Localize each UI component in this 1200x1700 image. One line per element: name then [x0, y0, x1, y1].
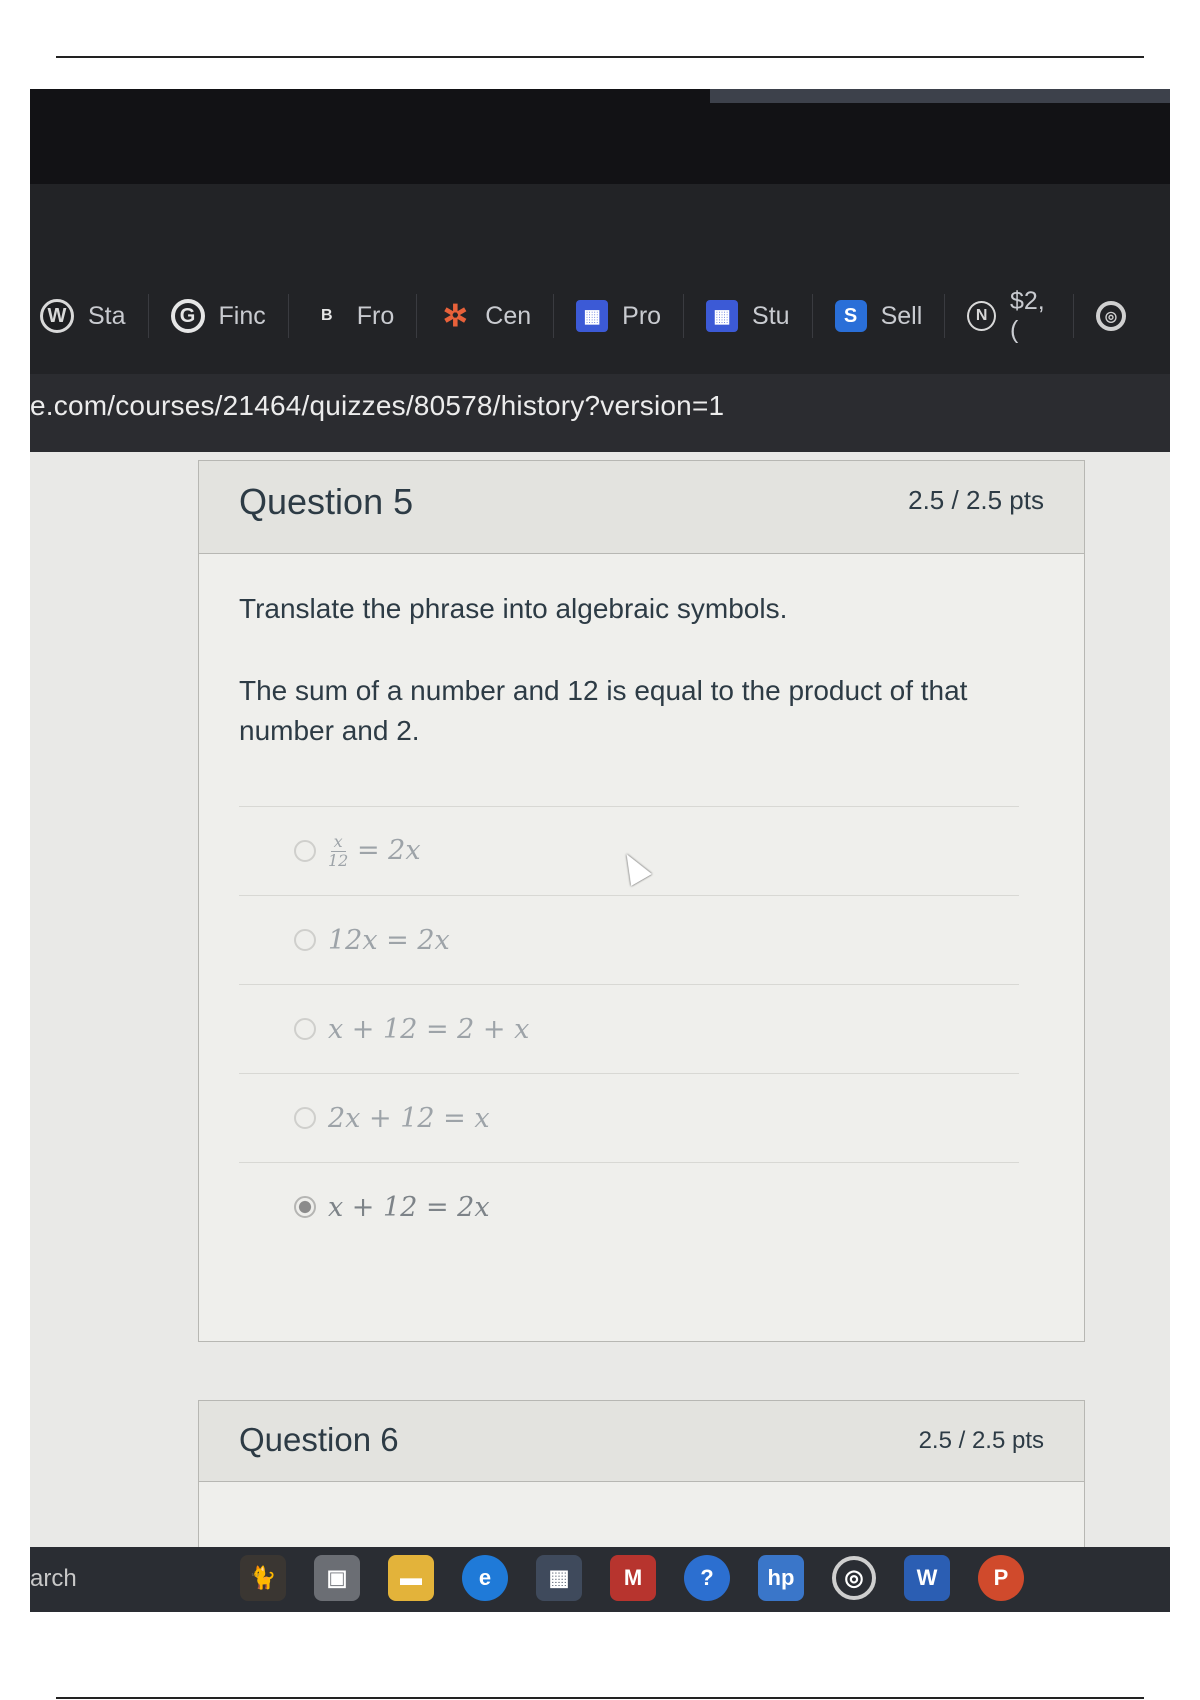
chrome-icon[interactable]: ◎ — [832, 1556, 876, 1600]
mcafee-icon[interactable]: M — [610, 1555, 656, 1601]
answer-option[interactable]: 12x = 2x — [239, 895, 1019, 984]
answer-option-selected[interactable]: x + 12 = 2x — [239, 1162, 1019, 1251]
task-view-icon[interactable]: ▣ — [314, 1555, 360, 1601]
b-icon: B — [320, 307, 333, 324]
question-header — [199, 461, 1084, 554]
cat-icon[interactable]: 🐈 — [240, 1555, 286, 1601]
question-points: 2.5 / 2.5 pts — [918, 1427, 1044, 1454]
screen-photo — [30, 89, 1170, 1612]
url-text: e.com/courses/21464/quizzes/80578/history?version=1 — [30, 390, 725, 421]
question-title: Question 6 — [239, 1421, 399, 1458]
fraction: $\frac{x}{12}$ — [328, 831, 349, 870]
bookmark-4[interactable]: ✲ Cen — [439, 294, 554, 338]
bookmark-3[interactable]: B Fro — [311, 294, 418, 338]
question-header — [199, 1401, 1084, 1482]
answer-option[interactable]: x + 12 = 2 + x — [239, 984, 1019, 1073]
help-icon[interactable]: ? — [684, 1555, 730, 1601]
answer-option[interactable]: 2x + 12 = x — [239, 1073, 1019, 1162]
bookmark-2[interactable]: G Finc — [171, 294, 289, 338]
taskbar — [30, 1547, 1170, 1612]
top-rule — [56, 56, 1144, 58]
bookmark-1[interactable]: W Sta — [40, 294, 149, 338]
edge-icon[interactable]: e — [462, 1555, 508, 1601]
powerpoint-icon[interactable]: P — [978, 1555, 1024, 1601]
bookmark-5[interactable]: ▦ Pro — [576, 294, 684, 338]
radio-button[interactable] — [294, 1018, 316, 1040]
radio-button-selected[interactable] — [294, 1196, 316, 1218]
n-icon: N — [967, 301, 996, 331]
google-icon: G — [171, 299, 205, 333]
bookmark-8[interactable]: N $2,( — [967, 294, 1074, 338]
taskbar-search[interactable]: arch — [30, 1565, 77, 1592]
radio-button[interactable] — [294, 929, 316, 951]
question-title: Question 5 — [239, 481, 414, 522]
question-text: The sum of a number and 12 is equal to the product of that number and 2. — [239, 675, 968, 746]
bookmark-9[interactable] — [1096, 294, 1148, 338]
radio-button[interactable] — [294, 840, 316, 862]
bookmark-7[interactable]: S Sell — [835, 294, 946, 338]
bookmark-6[interactable]: ▦ Stu — [706, 294, 813, 338]
answer-option[interactable]: $\frac{x}{12}$ = 2x — [239, 806, 1019, 895]
question-card-5 — [198, 460, 1085, 1342]
myhp-icon[interactable]: hp — [758, 1555, 804, 1601]
question-card-6 — [198, 1400, 1085, 1549]
grid-icon: ▦ — [576, 300, 608, 332]
store-icon[interactable]: ▦ — [536, 1555, 582, 1601]
grid-icon: ▦ — [706, 300, 738, 332]
s-icon: S — [835, 300, 867, 332]
bottom-rule — [56, 1697, 1144, 1699]
chrome-icon: ◎ — [1096, 301, 1126, 331]
wordpress-icon: W — [40, 299, 74, 333]
word-icon[interactable]: W — [904, 1555, 950, 1601]
question-points: 2.5 / 2.5 pts — [908, 485, 1044, 515]
address-bar[interactable] — [30, 374, 1170, 452]
dots-icon: ✲ — [442, 299, 468, 333]
question-instruction: Translate the phrase into algebraic symbols. — [239, 593, 788, 624]
bookmarks-bar — [30, 184, 1170, 374]
radio-button[interactable] — [294, 1107, 316, 1129]
monitor-bezel — [30, 89, 1170, 184]
folder-icon[interactable]: ▬ — [388, 1555, 434, 1601]
quiz-page — [30, 452, 1170, 1547]
